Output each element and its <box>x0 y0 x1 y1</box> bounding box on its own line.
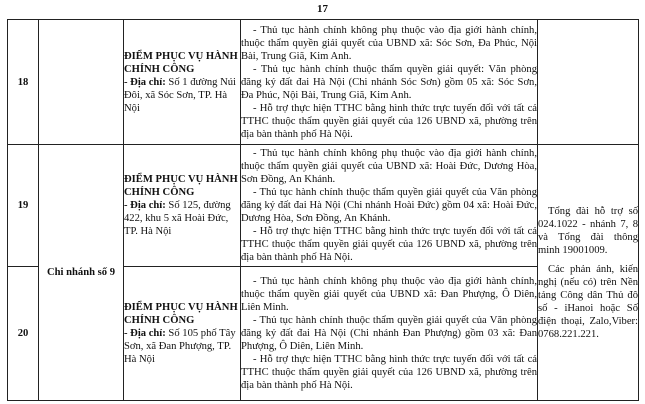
procedure-item: - Thủ tục hành chính không phụ thuộc vào địa giới hành chính, thuộc thẩm quyền giải quyết của UBND xã: Hoài Đức, Dương Hòa, Sơn Đồng, An Khánh. <box>241 148 537 185</box>
feedback-text: Các phản ánh, kiến nghị (nếu có) trên Nền tảng Công dân Thủ đô số - iHanoi hoặc Số điện thoại, Zalo,Viber: 0768.221.221. <box>538 263 638 340</box>
procedure-item: - Thủ tục hành chính thuộc thẩm quyền giải quyết của Văn phòng đăng ký đất đai Hà Nội (Chi nhánh Hoài Đức) gồm 04 xã: Hoài Đức, Dương Hòa, Sơn Đồng, An Khánh. <box>241 187 537 224</box>
page-number: 17 <box>317 3 328 15</box>
procedures-cell <box>241 145 538 267</box>
location-cell <box>124 145 241 267</box>
table-row <box>8 20 639 145</box>
procedure-item: - Hỗ trợ thực hiện TTHC bằng hình thức trực tuyến đối với tất cả TTHC thuộc thẩm quyền giải quyết của 126 UBND xã, phường trên địa bàn thành phố Hà Nội. <box>241 354 537 391</box>
support-info-cell <box>538 145 639 401</box>
location-cell <box>124 20 241 145</box>
address-label: - Địa chỉ: <box>124 76 166 88</box>
procedure-item: - Hỗ trợ thực hiện TTHC bằng hình thức trực tuyến đối với tất cả TTHC thuộc thẩm quyền giải quyết của 126 UBND xã, phường trên địa bàn thành phố Hà Nội. <box>241 102 537 140</box>
location-name: ĐIỂM PHỤC VỤ HÀNH CHÍNH CÔNG <box>124 174 238 198</box>
procedures-cell <box>241 267 538 401</box>
address-label: - Địa chỉ: <box>124 200 166 211</box>
procedure-item: - Thủ tục hành chính thuộc thẩm quyền giải quyết: Văn phòng đăng ký đất đai Hà Nội (Chi nhánh Sóc Sơn) gồm 05 xã: Sóc Sơn, Đa Phúc, Nội Bài, Trung Giã, Kim Anh. <box>241 63 537 101</box>
procedure-item: - Thủ tục hành chính thuộc thẩm quyền giải quyết của Văn phòng đăng ký đất đai Hà Nội (Chi nhánh Đan Phượng) gồm 03 xã: Đan Phượng, Ô Diên, Liên Minh. <box>241 315 537 352</box>
table-row <box>8 145 639 267</box>
service-points-table <box>7 19 639 401</box>
location-cell <box>124 267 241 401</box>
address-label: - Địa chỉ: <box>124 328 166 339</box>
row-number: 19 <box>8 145 39 267</box>
hotline-text: Tổng đài hỗ trợ số 024.1022 - nhánh 7, 8 và Tổng đài thông minh 19001009. <box>538 205 638 256</box>
location-name: ĐIỂM PHỤC VỤ HÀNH CHÍNH CÔNG <box>124 50 238 75</box>
address-text: Số 1 đường Núi Đôi, xã Sóc Sơn, TP. Hà Nội <box>124 76 236 114</box>
location-name: ĐIỂM PHỤC VỤ HÀNH CHÍNH CÔNG <box>124 302 238 326</box>
procedures-cell <box>241 20 538 145</box>
row-number: 18 <box>8 20 39 145</box>
empty-branch-cell <box>39 20 124 145</box>
procedure-item: - Thủ tục hành chính không phụ thuộc vào địa giới hành chính, thuộc thẩm quyền giải quyết của UBND xã: Đan Phượng, Ô Diên, Liên Minh. <box>241 276 537 313</box>
branch-label: Chi nhánh số 9 <box>39 145 124 401</box>
procedure-item: - Hỗ trợ thực hiện TTHC bằng hình thức trực tuyến đối với tất cả TTHC thuộc thẩm quyền giải quyết của 126 UBND xã, phường trên địa bàn thành phố Hà Nội. <box>241 226 537 263</box>
row-number: 20 <box>8 267 39 401</box>
address-text: Số 125, đường 422, khu 5 xã Hoài Đức, TP. Hà Nội <box>124 200 231 237</box>
procedure-item: - Thủ tục hành chính không phụ thuộc vào địa giới hành chính, thuộc thẩm quyền giải quyết của UBND xã: Sóc Sơn, Đa Phúc, Nội Bài, Trung Giã, Kim Anh. <box>241 24 537 62</box>
empty-support-cell <box>538 20 639 145</box>
address-text: Số 105 phố Tây Sơn, xã Đan Phượng, TP. Hà Nội <box>124 328 236 365</box>
